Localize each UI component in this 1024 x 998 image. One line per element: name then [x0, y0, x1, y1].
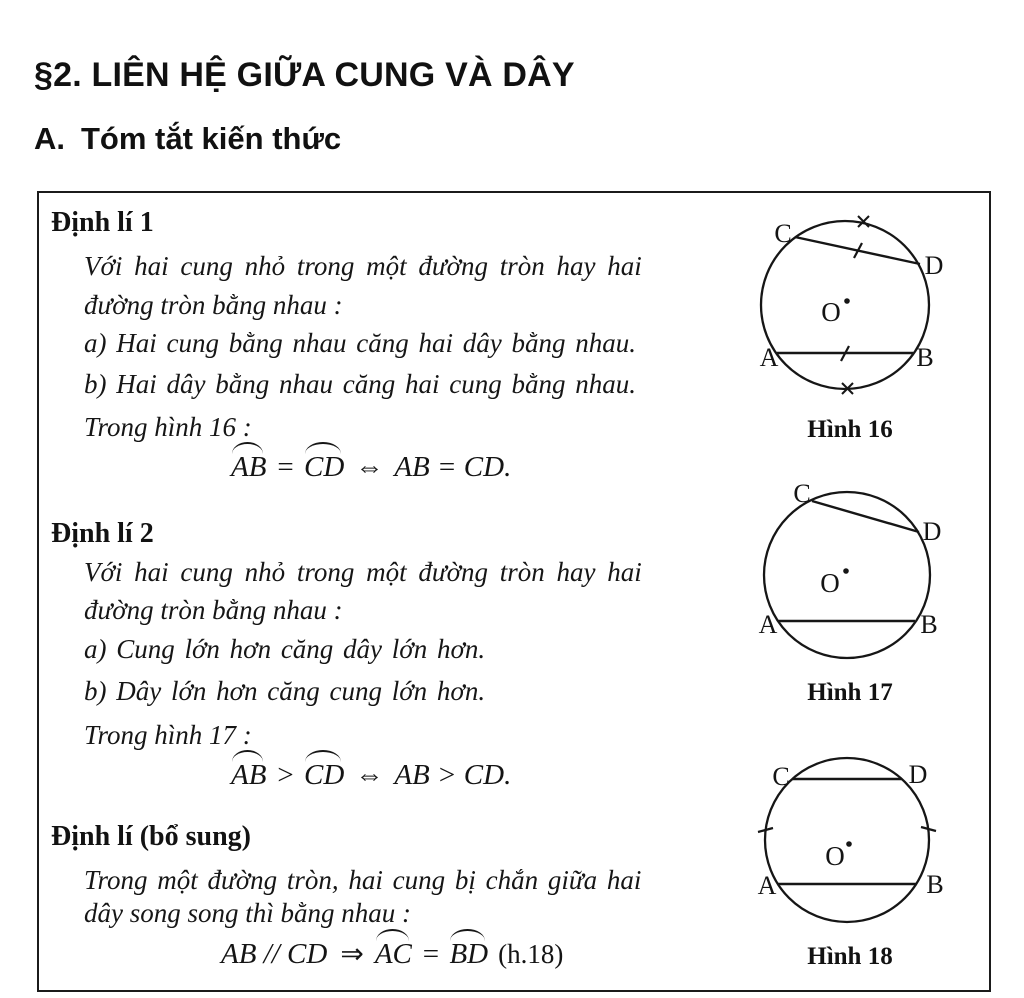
point-label-a: A — [757, 871, 777, 900]
theorem1-item-a: a) Hai cung bằng nhau căng hai dây bằng nhau. — [84, 328, 636, 358]
point-label-a: A — [759, 343, 779, 372]
point-label-c: C — [772, 762, 790, 791]
iff-symbol: ⇔ — [355, 760, 384, 791]
subsection-text: Tóm tắt kiến thức — [81, 121, 342, 156]
section-title: §2. LIÊN HỆ GIỮA CUNG VÀ DÂY — [34, 56, 575, 94]
subsection-title — [34, 121, 341, 157]
theorem1-ref: Trong hình 16 : — [84, 412, 252, 442]
center-label-o: O — [825, 841, 845, 871]
figure-16-drawing — [725, 195, 1005, 413]
figure-18-drawing — [725, 745, 1005, 941]
chord-cd — [812, 501, 919, 532]
subsection-label: A. — [34, 121, 65, 156]
point-label-d: D — [924, 251, 944, 280]
figure-16-caption: Hình 16 — [807, 416, 893, 443]
circle-o — [764, 492, 930, 658]
figure-reference: (h.18) — [498, 939, 564, 969]
center-label-o: O — [820, 568, 840, 598]
arc-CD: CD — [304, 451, 345, 483]
theorem3-heading: Định lí (bổ sung) — [51, 821, 251, 852]
arc-AB: AB — [231, 451, 267, 483]
chord-inequality: AB > CD. — [394, 759, 512, 791]
point-label-b: B — [926, 870, 944, 899]
theorem1-item-b: b) Hai dây bằng nhau căng hai cung bằng nhau. — [84, 369, 636, 399]
theorem2-ref: Trong hình 17 : — [84, 720, 252, 750]
figure-17-caption: Hình 17 — [807, 679, 893, 706]
theorem1-formula — [231, 451, 511, 484]
point-label-b: B — [920, 610, 938, 639]
point-label-d: D — [922, 517, 942, 546]
parallel-chords: AB // CD — [221, 938, 328, 970]
theorem2-heading: Định lí 2 — [51, 518, 154, 549]
relation-op: > — [275, 759, 296, 791]
relation-op: = — [275, 451, 296, 483]
arc-BD: BD — [449, 938, 489, 970]
figure-17-drawing — [725, 465, 1005, 677]
center-dot — [846, 841, 852, 847]
theorem2-formula — [231, 759, 511, 792]
equals-op: = — [420, 938, 441, 970]
figure-17 — [725, 465, 1005, 715]
implies-symbol: ⇒ — [340, 939, 364, 970]
figure-18 — [725, 745, 1005, 980]
figure-18-caption: Hình 18 — [807, 943, 893, 970]
center-dot — [844, 298, 850, 304]
theorem3-intro-line2: dây song song thì bằng nhau : — [84, 898, 411, 928]
center-label-o: O — [821, 297, 841, 327]
iff-symbol: ⇔ — [355, 452, 384, 483]
point-label-c: C — [793, 479, 811, 508]
point-label-d: D — [908, 760, 928, 789]
arc-AC: AC — [374, 938, 412, 970]
center-dot — [843, 568, 849, 574]
theorem1-intro-line1: Với hai cung nhỏ trong một đường tròn hay hai — [84, 251, 642, 281]
point-label-b: B — [916, 343, 934, 372]
theorem2-intro-line2: đường tròn bằng nhau : — [84, 595, 343, 625]
theorem3-formula — [221, 937, 563, 971]
point-label-a: A — [758, 610, 778, 639]
theorem2-intro-line1: Với hai cung nhỏ trong một đường tròn hay hai — [84, 557, 642, 587]
theorem1-intro-line2: đường tròn bằng nhau : — [84, 290, 343, 320]
point-label-c: C — [774, 219, 792, 248]
figure-16 — [725, 195, 1005, 450]
arc-AB: AB — [231, 759, 267, 791]
theorem3-intro-line1: Trong một đường tròn, hai cung bị chắn giữa hai — [84, 865, 642, 895]
theorem2-item-b: b) Dây lớn hơn căng cung lớn hơn. — [84, 676, 486, 706]
chord-equality: AB = CD. — [394, 451, 512, 483]
arc-CD: CD — [304, 759, 345, 791]
theorem2-item-a: a) Cung lớn hơn căng dây lớn hơn. — [84, 634, 486, 664]
theorem1-heading: Định lí 1 — [51, 207, 154, 238]
